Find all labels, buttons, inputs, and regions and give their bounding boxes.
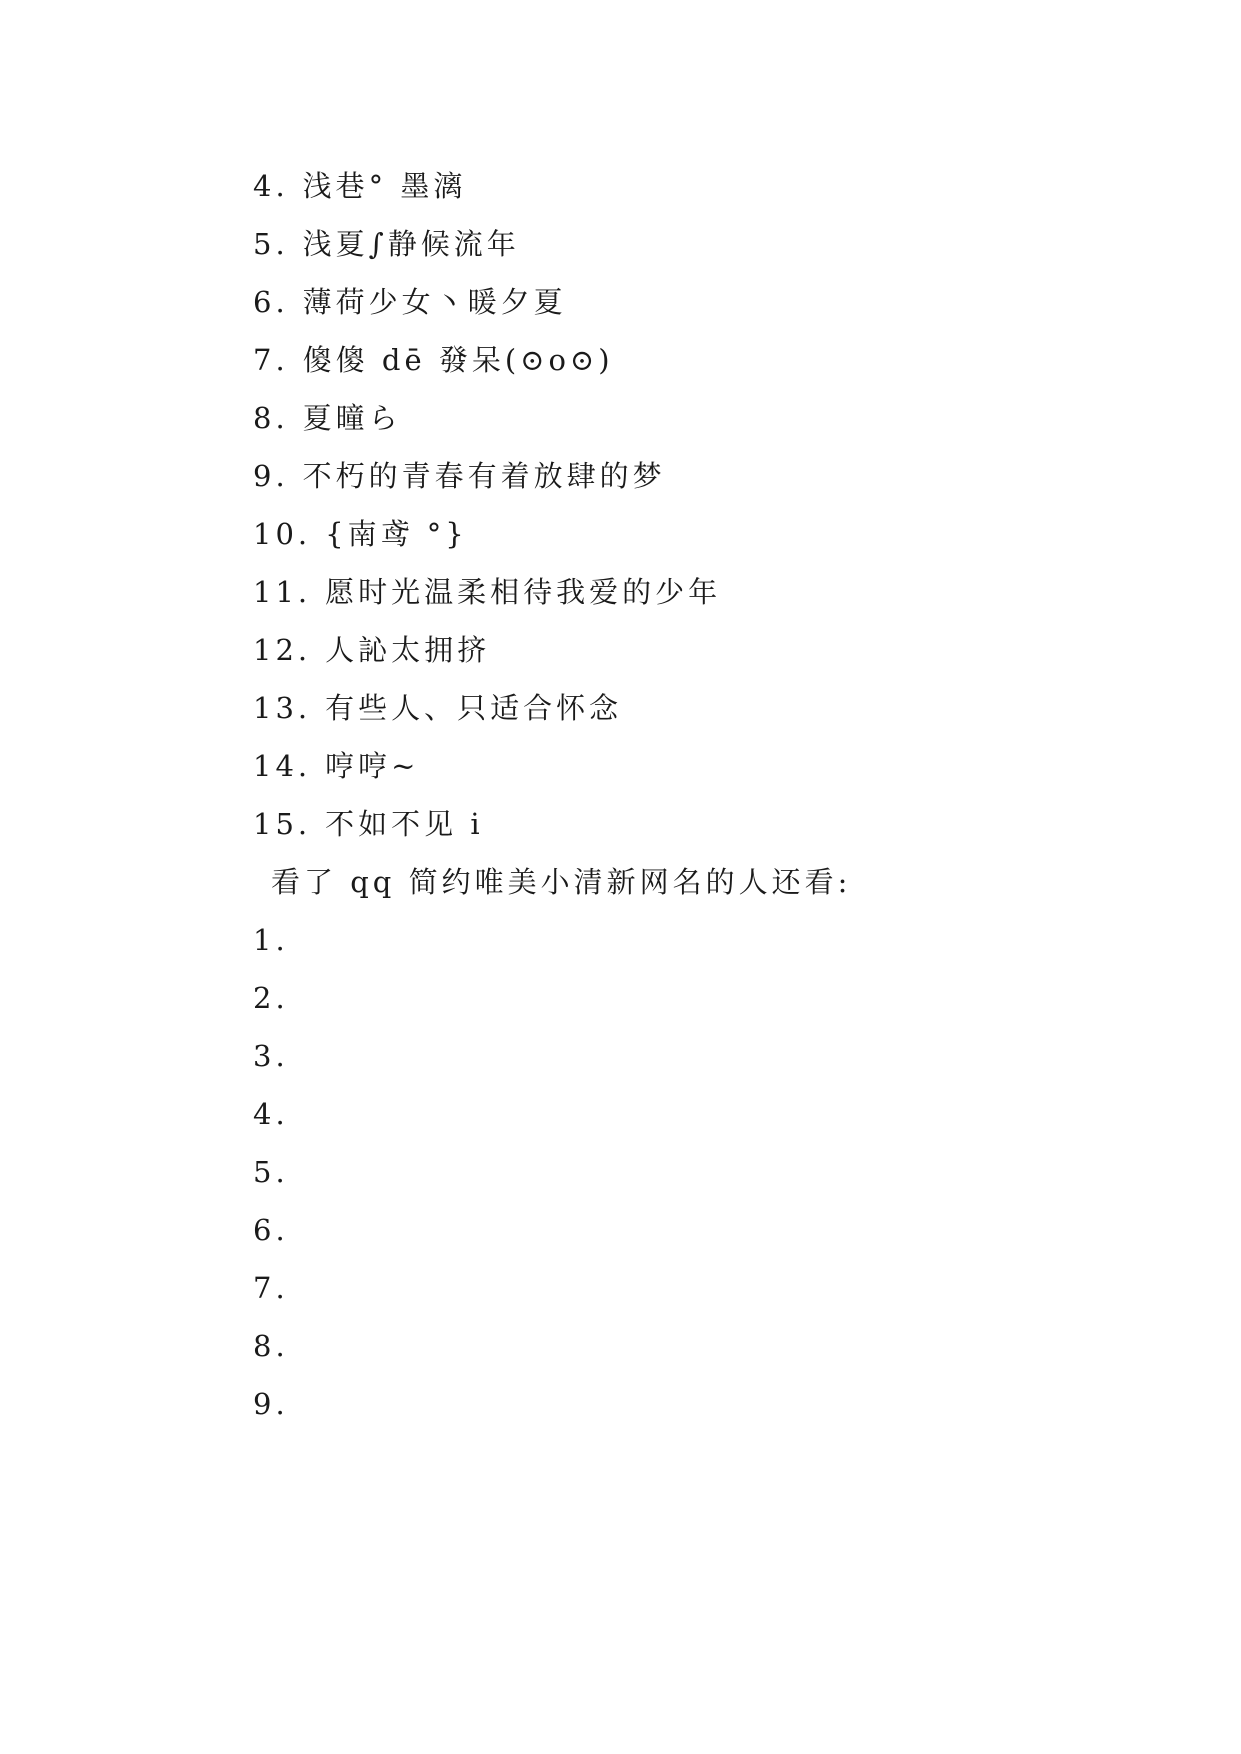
empty-list-item: [253, 1201, 1053, 1259]
document-content: [253, 157, 1053, 1433]
list-number: 4.: [253, 1097, 289, 1131]
list-item: [253, 621, 1053, 679]
list-text: 夏曈ら: [302, 401, 402, 435]
list-item: [253, 563, 1053, 621]
list-item: [253, 389, 1053, 447]
list-number: 4.: [253, 169, 289, 203]
list-number: 7.: [253, 343, 289, 377]
list-text: 有些人、只适合怀念: [325, 691, 623, 725]
list-item: [253, 679, 1053, 737]
list-number: 11.: [253, 575, 312, 609]
list-number: 7.: [253, 1271, 289, 1305]
list-item: [253, 157, 1053, 215]
list-text: 不朽的青春有着放肆的梦: [302, 459, 666, 493]
list-text: 哼哼~: [325, 749, 420, 783]
list-number: 6.: [253, 1213, 289, 1247]
list-number: 12.: [253, 633, 312, 667]
list-item: [253, 273, 1053, 331]
empty-list-item: [253, 911, 1053, 969]
list-number: 15.: [253, 807, 312, 841]
list-number: 8.: [253, 1329, 289, 1363]
list-item: [253, 737, 1053, 795]
empty-list-item: [253, 1317, 1053, 1375]
related-heading: 看了 qq 简约唯美小清新网名的人还看:: [271, 865, 852, 899]
list-text: 薄荷少女丶暖夕夏: [302, 285, 567, 319]
list-item: [253, 215, 1053, 273]
list-item: [253, 795, 1053, 853]
list-text: 人訫太拥挤: [325, 633, 491, 667]
list-number: 10.: [253, 517, 312, 551]
list-number: 5.: [253, 1155, 289, 1189]
list-number: 1.: [253, 923, 289, 957]
list-item: [253, 505, 1053, 563]
empty-list-item: [253, 1027, 1053, 1085]
list-text: 浅巷° 墨漓: [302, 169, 467, 203]
list-number: 3.: [253, 1039, 289, 1073]
list-number: 9.: [253, 459, 289, 493]
empty-list-item: [253, 969, 1053, 1027]
list-number: 5.: [253, 227, 289, 261]
list-text: 浅夏∫静候流年: [302, 227, 520, 261]
empty-list-item: [253, 1259, 1053, 1317]
list-item: [253, 447, 1053, 505]
list-text: 愿时光温柔相待我爱的少年: [325, 575, 722, 609]
empty-list-item: [253, 1375, 1053, 1433]
list-number: 9.: [253, 1387, 289, 1421]
list-number: 6.: [253, 285, 289, 319]
list-number: 14.: [253, 749, 312, 783]
empty-list-item: [253, 1143, 1053, 1201]
list-number: 2.: [253, 981, 289, 1015]
empty-list-item: [253, 1085, 1053, 1143]
list-number: 8.: [253, 401, 289, 435]
list-item: [253, 331, 1053, 389]
list-text: 傻傻 dē 發呆(⊙o⊙): [302, 343, 614, 377]
list-number: 13.: [253, 691, 312, 725]
list-text: 不如不见 i: [325, 807, 484, 841]
list-text: {南鸢 °}: [325, 517, 468, 551]
